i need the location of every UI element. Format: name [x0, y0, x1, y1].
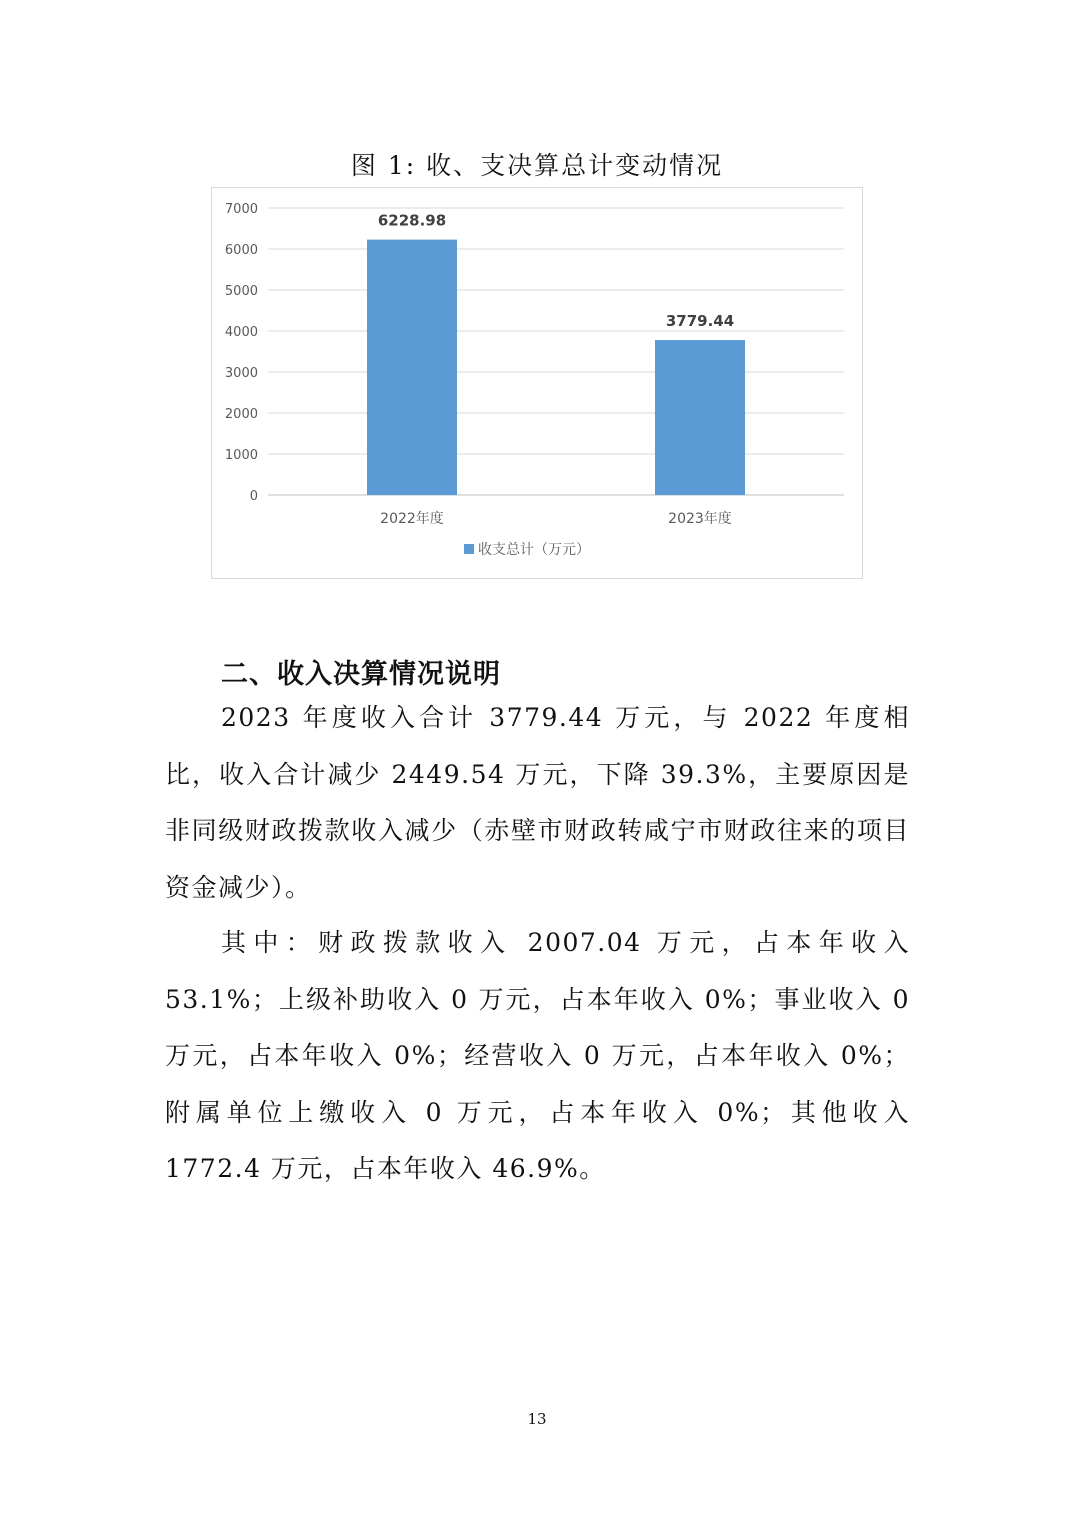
bar — [655, 340, 745, 495]
figure-title: 图 1: 收、支决算总计变动情况 — [350, 151, 724, 180]
y-tick-label: 6000 — [224, 243, 258, 258]
x-tick-label: 2023年度 — [668, 511, 732, 527]
section-heading: 二、收入决算情况说明 — [221, 659, 501, 690]
data-label: 6228.98 — [377, 211, 447, 230]
page-number: 13 — [527, 1410, 547, 1428]
x-tick-label: 2022年度 — [380, 511, 444, 527]
y-tick-label: 1000 — [224, 448, 258, 463]
body-paragraph-1: 2023 年度收入合计 3779.44 万元，与 2022 年度相比，收入合计减少 2449.54 万元，下降 39.3%，主要原因是非同级财政拨款收入减少（赤壁市财政转咸宁市财政往来的项目资金减少）。 — [165, 703, 910, 902]
bar-chart — [211, 187, 863, 579]
body-paragraph-2: 其中：财政拨款收入 2007.04 万元，占本年收入 53.1%；上级补助收入 0 万元，占本年收入 0%；事业收入 0 万元，占本年收入 0%；经营收入 0 万元，占本年收入 0%；附属单位上缴收入 0 万元，占本年收入 0%；其他收入 1772.4 万元，占本年收入 46.9%。 — [165, 928, 910, 1183]
bar — [367, 240, 457, 495]
data-label: 3779.44 — [665, 312, 735, 331]
legend-label: 收支总计（万元） — [478, 542, 590, 558]
y-tick-label: 2000 — [224, 407, 258, 422]
y-tick-label: 4000 — [224, 325, 258, 340]
legend-swatch — [464, 544, 474, 554]
chart-canvas — [212, 188, 862, 578]
y-tick-label: 7000 — [224, 202, 258, 217]
y-tick-label: 5000 — [224, 284, 258, 299]
y-tick-label: 3000 — [224, 366, 258, 381]
y-tick-label: 0 — [249, 489, 258, 504]
